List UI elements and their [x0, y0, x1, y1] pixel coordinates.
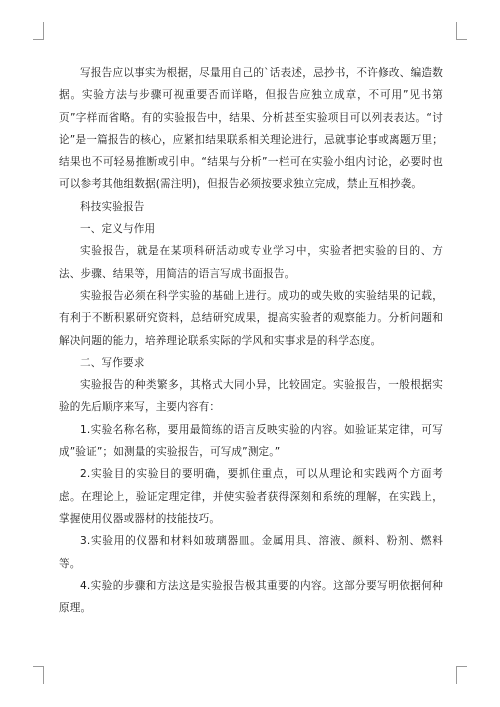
paragraph-intro: 写报告应以事实为根据，尽量用自己的`话表述，忌抄书，不许修改、编造数据。实验方法与步骤可视重要否而详略，但报告应独立成章，不可用”见书第页”字样而省略。有的实验报告中，结果、分析甚至实验项目可以列表表达。“讨论”是一篇报告的核心，应紧扣结果联系相关理论进行，忌就事论事或离题万里；结果也不可轻易推断或引申。“结果与分析”一栏可在实验小组内讨论，必要时也可以参考其他组数据(需注明)，但报告必须按要求独立完成，禁止互相抄袭。: [59, 67, 443, 191]
list-item-2: 2.实验目的实验目的要明确，要抓住重点，可以从理论和实践两个方面考虑。在理论上，验证定理定律，并使实验者获得深刻和系统的理解，在实践上，掌握使用仪器或器材的技能技巧。: [59, 468, 443, 525]
list-item-4: 4.实验的步骤和方法这是实验报告极其重要的内容。这部分要写明依据何种原理。: [59, 579, 443, 615]
crop-mark-top-left: [33, 22, 44, 40]
paragraph-definition: 实验报告，就是在某项科研活动或专业学习中，实验者把实验的目的、方法、步骤、结果等，用简洁的语言写成书面报告。: [59, 245, 443, 280]
list-item-3: 3.实验用的仪器和材料如玻璃器皿。金属用具、溶液、颜料、粉剂、燃料等。: [59, 535, 443, 570]
heading-requirements: 二、写作要求: [80, 356, 145, 369]
paragraph-requirements-intro: 实验报告的种类繁多，其格式大同小异，比较固定。实验报告，一般根据实验的先后顺序来写，主要内容有：: [59, 379, 443, 414]
list-item-1: 1.实验名称名称，要用最简练的语言反映实验的内容。如验证某定律，可写成”验证”；如测量的实验报告，可写成”测定。”: [59, 423, 443, 459]
crop-mark-bottom-left: [33, 666, 44, 684]
heading-definition: 一、定义与作用: [80, 223, 156, 236]
document-body: [59, 62, 443, 619]
crop-mark-bottom-right: [456, 666, 467, 684]
crop-mark-top-right: [456, 22, 467, 40]
paragraph-purpose: 实验报告必须在科学实验的基础上进行。成功的或失败的实验结果的记载，有利于不断积累研究资料，总结研究成果，提高实验者的观察能力。分析问题和解决问题的能力，培养理论联系实际的学风和实事求是的科学态度。: [59, 289, 443, 347]
section-title: 科技实验报告: [80, 200, 145, 213]
